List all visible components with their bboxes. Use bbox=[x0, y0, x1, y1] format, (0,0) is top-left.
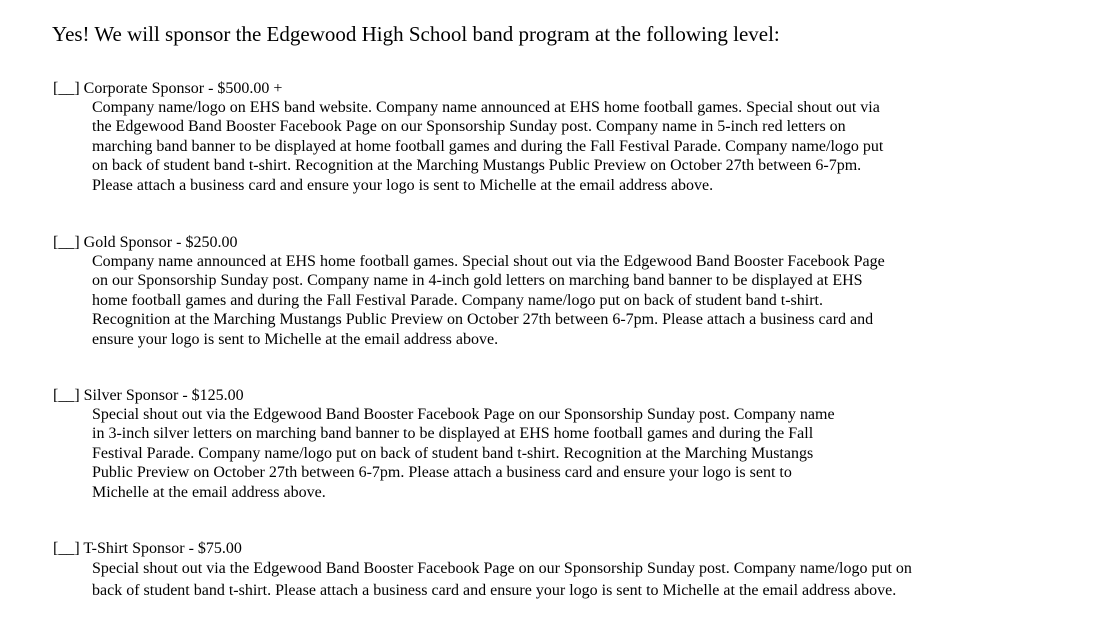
level-heading bbox=[53, 79, 1083, 98]
intro-heading: Yes! We will sponsor the Edgewood High School band program at the following level: bbox=[52, 22, 780, 46]
checkbox-blank[interactable]: [__] bbox=[53, 80, 80, 97]
sponsor-level-silver bbox=[53, 386, 1083, 502]
checkbox-blank[interactable]: [__] bbox=[53, 540, 80, 557]
level-description: Special shout out via the Edgewood Band Booster Facebook Page on our Sponsorship Sunday post. Company name in 3-inch silver letters on marching band banner to be displayed at EHS home football games and during the Fall Festival Parade. Company name/logo put on back of student band t-shirt. Recognition at the Marching Mustangs Public Preview on October 27th between 6-7pm. Please attach a business card and ensure your logo is sent to Michelle at the email address above. bbox=[92, 406, 835, 501]
level-title: Gold Sponsor - $250.00 bbox=[83, 234, 238, 251]
sponsor-level-gold bbox=[53, 233, 1083, 349]
level-description: Company name/logo on EHS band website. Company name announced at EHS home football games. Special shout out via the Edgewood Band Booster Facebook Page on our Sponsorship Sunday post. Company name in 5-inch red letters on marching band banner to be displayed at home football games and during the Fall Festival Parade. Company name/logo put on back of student band t-shirt. Recognition at the Marching Mustangs Public Preview on October 27th between 6-7pm. Please attach a business card and ensure your logo is sent to Michelle at the email address above. bbox=[92, 99, 884, 194]
level-heading bbox=[53, 233, 1083, 252]
checkbox-blank[interactable]: [__] bbox=[53, 387, 80, 404]
level-description: Special shout out via the Edgewood Band Booster Facebook Page on our Sponsorship Sunday post. Company name/logo put on back of student band t-shirt. Please attach a business card and ensure your logo is sent to Michelle at the email address above. bbox=[92, 560, 912, 599]
level-title: Corporate Sponsor - $500.00 + bbox=[83, 80, 283, 97]
level-description: Company name announced at EHS home football games. Special shout out via the Edgewood Band Booster Facebook Page on our Sponsorship Sunday post. Company name in 4-inch gold letters on marching band banner to be displayed at EHS home football games and during the Fall Festival Parade. Company name/logo put on back of student band t-shirt. Recognition at the Marching Mustangs Public Preview on October 27th between 6-7pm. Please attach a business card and ensure your logo is sent to Michelle at the email address above. bbox=[92, 253, 885, 348]
level-heading bbox=[53, 539, 1083, 558]
level-heading bbox=[53, 386, 1083, 405]
sponsor-level-tshirt bbox=[53, 539, 1083, 601]
level-title: Silver Sponsor - $125.00 bbox=[83, 387, 244, 404]
checkbox-blank[interactable]: [__] bbox=[53, 234, 80, 251]
sponsor-level-corporate bbox=[53, 79, 1083, 195]
level-title: T-Shirt Sponsor - $75.00 bbox=[83, 540, 242, 557]
